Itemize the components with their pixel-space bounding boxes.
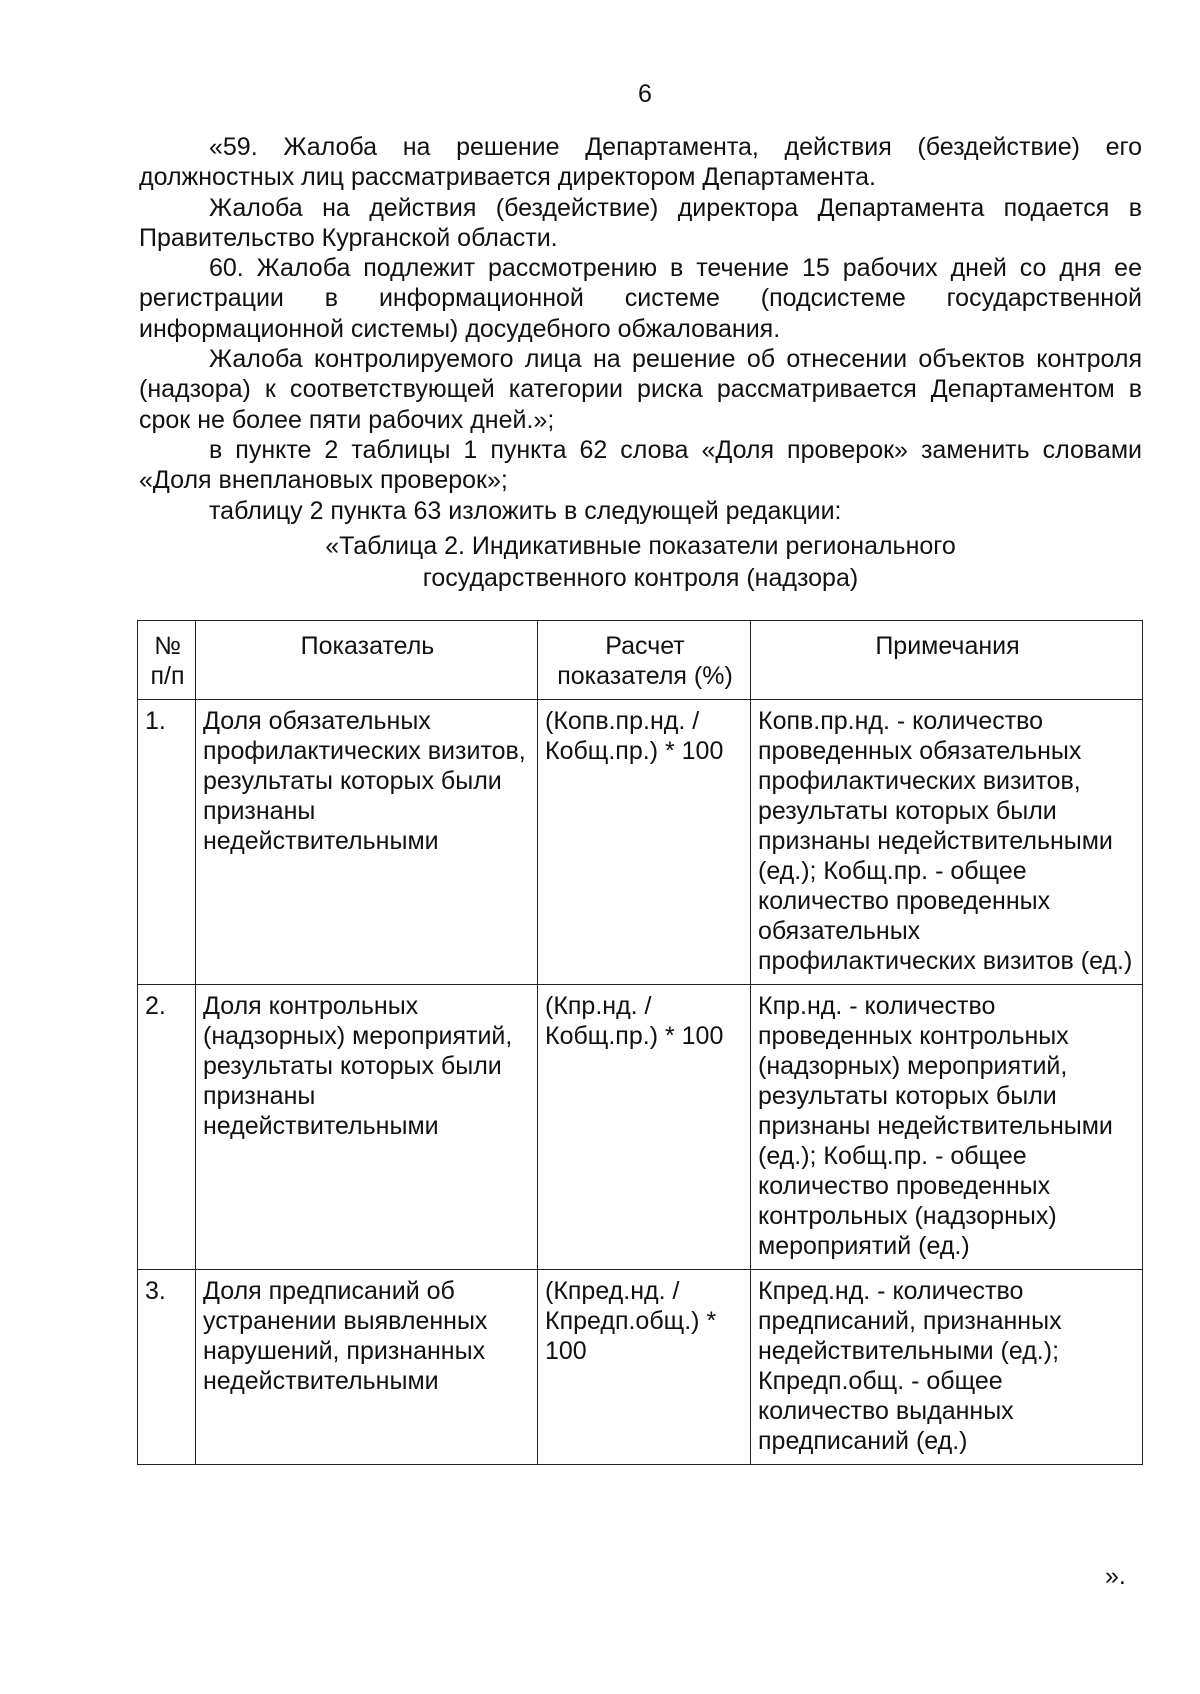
paragraph-60: 60. Жалоба подлежит рассмотрению в течение 15 рабочих дней со дня ее регистрации в информационной системе (подсистеме государственной информационной системы) досудебного обжалования.: [139, 254, 1142, 343]
row-notes: Кпред.нд. - количество предписаний, признанных недействительными (ед.); Кпредп.общ. - общее количество выданных предписаний (ед.): [751, 1270, 1143, 1465]
table-row: [138, 1270, 1143, 1465]
row-num: 1.: [138, 700, 196, 985]
body-text: [139, 132, 1142, 526]
header-notes: Примечания: [751, 621, 1143, 700]
paragraph-risk-category: Жалоба контролируемого лица на решение об отнесении объектов контроля (надзора) к соответствующей категории риска рассматривается Департаментом в срок не более пяти рабочих дней.»;: [139, 345, 1142, 434]
paragraph-complaint-director: Жалоба на действия (бездействие) директора Департамента подается в Правительство Курганской области.: [139, 193, 1142, 252]
row-indicator: Доля предписаний об устранении выявленных нарушений, признанных недействительными: [196, 1270, 538, 1465]
row-formula: (Кпред.нд. / Кпредп.общ.) * 100: [538, 1270, 751, 1465]
row-formula: (Копв.пр.нд. / Кобщ.пр.) * 100: [538, 700, 751, 985]
row-notes: Копв.пр.нд. - количество проведенных обязательных профилактических визитов, результаты которых были признаны недействительными (ед.); Кобщ.пр. - общее количество проведенных обязательных профилактических визитов (ед.): [751, 700, 1143, 985]
paragraph-59: «59. Жалоба на решение Департамента, действия (бездействие) его должностных лиц рассматривается директором Департамента.: [139, 133, 1142, 192]
header-num: № п/п: [138, 621, 196, 700]
row-indicator: Доля обязательных профилактических визитов, результаты которых были признаны недействительными: [196, 700, 538, 985]
closing-quote-mark: ».: [1105, 1562, 1126, 1590]
paragraph-table-2-intro: таблицу 2 пункта 63 изложить в следующей редакции:: [209, 496, 842, 525]
table-row: [138, 700, 1143, 985]
header-indicator: Показатель: [196, 621, 538, 700]
table-caption: [139, 530, 1142, 594]
table-caption-line-1: «Таблица 2. Индикативные показатели регионального: [325, 532, 956, 560]
row-num: 2.: [138, 985, 196, 1270]
header-formula: Расчет показателя (%): [538, 621, 751, 700]
page-number: 6: [638, 80, 652, 108]
table-header-row: [138, 621, 1143, 700]
row-formula: (Кпр.нд. / Кобщ.пр.) * 100: [538, 985, 751, 1270]
table-row: [138, 985, 1143, 1270]
table-caption-line-2: государственного контроля (надзора): [422, 564, 859, 592]
indicators-table: [137, 620, 1143, 1465]
paragraph-table-1-amendment: в пункте 2 таблицы 1 пункта 62 слова «Доля проверок» заменить словами «Доля внеплановых проверок»;: [139, 435, 1142, 495]
row-num: 3.: [138, 1270, 196, 1465]
row-notes: Кпр.нд. - количество проведенных контрольных (надзорных) мероприятий, результаты которых были признаны недействительными (ед.); Кобщ.пр. - общее количество проведенных контрольных (надзорных) мероприятий (ед.): [751, 985, 1143, 1270]
row-indicator: Доля контрольных (надзорных) мероприятий, результаты которых были признаны недействительными: [196, 985, 538, 1270]
